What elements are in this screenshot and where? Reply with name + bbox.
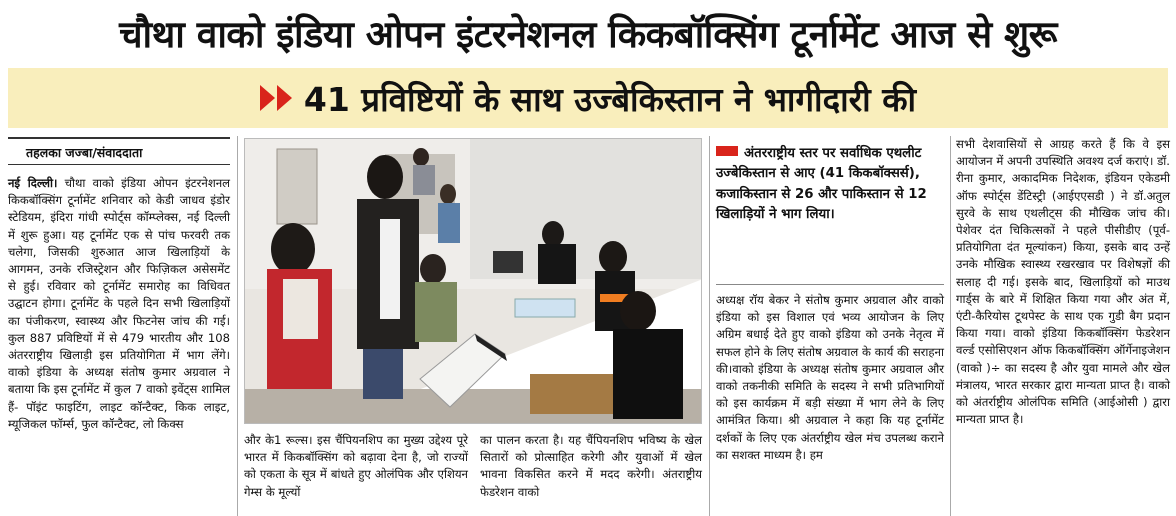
column-divider xyxy=(950,136,951,516)
article-column-2b: का पालन करता है। यह चैंपियनशिप भविष्य के खेल सितारों को प्रोत्साहित करेगी और युवाओं में खेल भावना विकसित करने में मदद करेगी। अंतराष्ट्रीय फेडरेशन वाको xyxy=(480,433,702,499)
dateline: नई दिल्ली। xyxy=(8,176,58,190)
article-column-1 xyxy=(8,175,230,433)
article-column-3: अध्यक्ष रॉय बेकर ने संतोष कुमार अग्रवाल और वाको इंडिया को इस विशाल एवं भव्य आयोजन के लिए अग्रिम बधाई देते हुए वाको इंडिया को उनके नेतृत्व में सफल होने के लिए संतोष अग्रवाल के कार्य की सराहना की।वाको इंडिया के अध्यक्ष संतोष कुमार अग्रवाल और वाको तकनीकी समिति के सदस्य ने सभी प्रतिभागियों को इस कार्यक्रम में बड़ी संख्या में भाग लेने के लिए आमंत्रित किया। श्री अग्रवाल ने कहा कि यह टूर्नामेंट दर्शकों के लिए एक अंतर्राष्ट्रीय खेल मंच उपलब्ध कराने का सशक्त माध्यम है। हम xyxy=(716,293,944,462)
column-1-text: चौथा वाको इंडिया ओपन इंटरनेशनल किकबॉक्सिंग टूर्नामेंट शनिवार को केडी जाधव इंडोर स्टेडियम, इंदिरा गांधी स्पोर्ट्स कॉम्प्लेक्स, नई दिल्ली में शुरू हुआ। यह टूर्नामेंट एक से पांच फरवरी तक चलेगा, जिसकी शुरुआत आज खिलाड़ियों के आगमन, उनके रजिस्ट्रेशन और फिज़िकल असेसमेंट से हुई। रविवार को टूर्नामेंट समारोह का विधिवत उद्घाटन होगा। टूर्नामेंट के पहले दिन सभी खिलाड़ियों का पंजीकरण, स्वास्थ्य और फिटनेस जांच की गई। कुल 887 प्रविष्टियों में से 479 भारतीय और 108 अंतरराष्ट्रीय खिलाड़ी इस प्रतियोगिता में भाग लेंगे। वाको इंडिया के अध्यक्ष संतोष कुमार अग्रवाल ने बताया कि इस टूर्नामेंट में कुल 7 वाको इवेंट्स शामिल हैं- पॉइंट फाइटिंग, लाइट कॉन्टैक्ट, किक लाइट, म्यूजिकल फॉर्म्स, फुल कॉन्टैक्ट, लो किक्स xyxy=(8,176,230,431)
article-column-2a: और के1 रूल्स। इस चैंपियनशिप का मुख्य उद्देश्य पूरे भारत में किकबॉक्सिंग को बढ़ावा देना है, जो राज्यों को एकता के सूत्र में बांधते हुए ओलंपिक और एशियन गेम्स के मूल्यों xyxy=(244,433,468,499)
column-divider xyxy=(237,136,238,516)
news-photo xyxy=(244,138,702,424)
highlight-marker xyxy=(716,146,738,156)
headline: चौथा वाको इंडिया ओपन इंटरनेशनल किकबॉक्सिंग टूर्नामेंट आज से शुरू xyxy=(119,12,1057,56)
subheadline: 41 प्रविष्टियों के साथ उज्बेकिस्तान ने भागीदारी की xyxy=(303,79,917,119)
highlight-box xyxy=(716,144,944,226)
subheadline-banner xyxy=(8,68,1168,128)
highlight-divider xyxy=(716,284,944,285)
highlight-text: अंतरराष्ट्रीय स्तर पर सर्वाधिक एथलीट उज्बेकिस्तान से आए (41 किकबॉक्सर्स), कजाकिस्तान से 26 और पाकिस्तान से 12 खिलाड़ियों ने भाग लिया। xyxy=(716,146,927,223)
double-arrow-icon xyxy=(260,85,292,111)
article-column-4: सभी देशवासियों से आग्रह करते हैं कि वे इस आयोजन में अपनी उपस्थिति अवश्य दर्ज कराएं। डॉ. रीना कुमार, अकादमिक निदेशक, इंडियन एकेडमी ऑफ स्पोर्ट्स डेंटिस्ट्री (आईएएसडी ) ने डॉ.अतुल सुरवे के साथ एथलीट्स की मौखिक जांच की। पेशेवर दंत चिकित्सकों ने पहले पीसीडीए (पूर्व-प्रतियोगिता दंत मूल्यांकन) किया, इसके बाद उन्हें उनके मौखिक स्वास्थ्य रखरखाव पर विशेषज्ञों की सलाह दी गई। इसके बाद, खिलाड़ियों को माउथ गार्ड्स के बारे में शिक्षित किया गया और अंत में, एंटी-कैरियोस टूथपेस्ट के साथ एक गुडी बैग प्रदान किया गया। वाको इंडिया किकबॉक्सिंग फेडरेशन वर्ल्ड एसोसिएशन ऑफ किकबॉक्सिंग ऑर्गेनाइजेशन (वाको )÷ का सदस्य है और युवा मामले और खेल मंत्रालय, भारत सरकार द्वारा मान्यता प्राप्त है। वाको को अंतर्राष्ट्रीय ओलंपिक समिति (आईओसी ) द्वारा मान्यता प्राप्त है। xyxy=(956,137,1170,427)
byline: तहलका जज्बा/संवाददाता xyxy=(8,137,230,165)
column-divider xyxy=(709,136,710,516)
